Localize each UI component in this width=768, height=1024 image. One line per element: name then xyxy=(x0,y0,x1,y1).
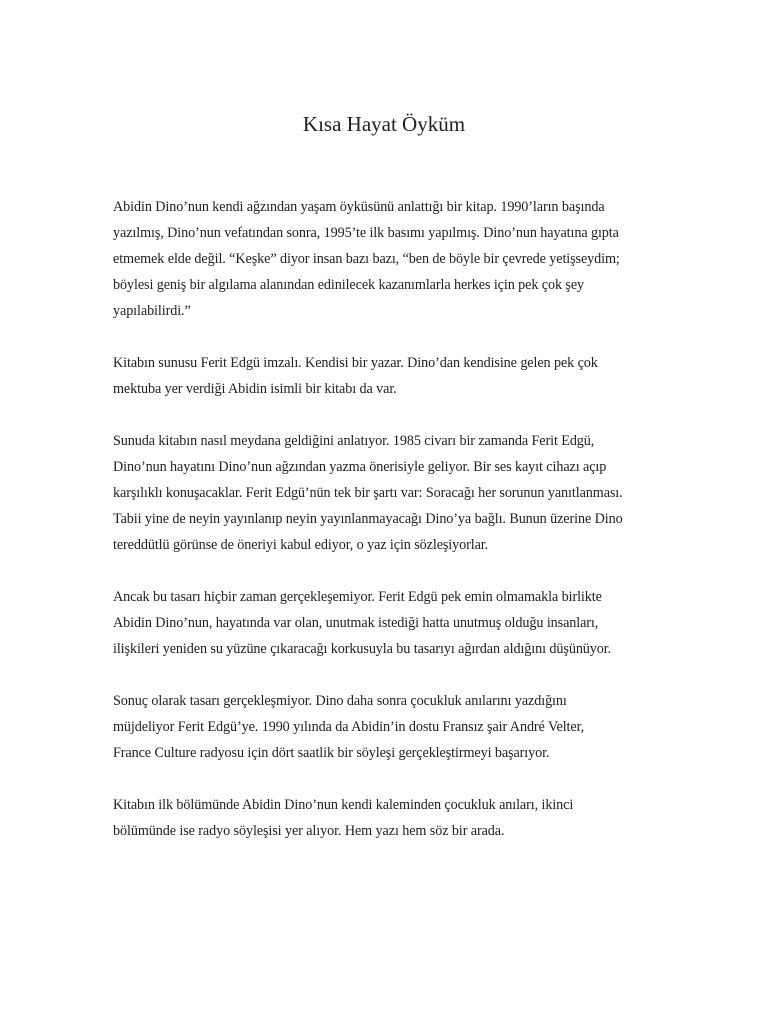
paragraph-1 xyxy=(113,194,673,324)
text-line: Kitabın ilk bölümünde Abidin Dino’nun kendi kaleminden çocukluk anıları, ikinci xyxy=(113,797,574,813)
paragraph-5 xyxy=(113,688,673,766)
text-line: karşılıklı konuşacaklar. Ferit Edgü’nün tek bir şartı var: Soracağı her sorunun yanıtlanması. xyxy=(113,485,623,501)
text-line: mektuba yer verdiği Abidin isimli bir kitabı da var. xyxy=(113,381,397,397)
text-line: Abidin Dino’nun kendi ağzından yaşam öyküsünü anlattığı bir kitap. 1990’ların başında xyxy=(113,199,605,215)
paragraph-6 xyxy=(113,792,673,844)
text-line: tereddütlü görünse de öneriyi kabul ediyor, o yaz için sözleşiyorlar. xyxy=(113,537,489,553)
text-line: Kitabın sunusu Ferit Edgü imzalı. Kendisi bir yazar. Dino’dan kendisine gelen pek çok xyxy=(113,355,598,371)
text-line: Sonuç olarak tasarı gerçekleşmiyor. Dino daha sonra çocukluk anılarını yazdığını xyxy=(113,693,567,709)
text-line: yapılabilirdi.” xyxy=(113,303,191,319)
text-line: böylesi geniş bir algılama alanından edinilecek kazanımlarla herkes için pek çok şey xyxy=(113,277,585,293)
text-line: France Culture radyosu için dört saatlik bir söyleşi gerçekleştirmeyi başarıyor. xyxy=(113,745,550,761)
text-line: etmemek elde değil. “Keşke” diyor insan bazı bazı, “ben de böyle bir çevrede yetişseydim; xyxy=(113,251,620,267)
paragraph-4 xyxy=(113,584,673,662)
text-line: ilişkileri yeniden su yüzüne çıkaracağı korkusuyla bu tasarıyı ağırdan aldığını düşünüyor. xyxy=(113,641,612,657)
text-line: bölümünde ise radyo söyleşisi yer alıyor. Hem yazı hem söz bir arada. xyxy=(113,823,505,839)
text-line: müjdeliyor Ferit Edgü’ye. 1990 yılında da Abidin’in dostu Fransız şair André Velter, xyxy=(113,719,585,735)
text-line: Sunuda kitabın nasıl meydana geldiğini anlatıyor. 1985 civarı bir zamanda Ferit Edgü, xyxy=(113,433,595,449)
document-body xyxy=(113,194,673,870)
text-line: Ancak bu tasarı hiçbir zaman gerçekleşemiyor. Ferit Edgü pek emin olmamakla birlikte xyxy=(113,589,602,605)
text-line: Tabii yine de neyin yayınlanıp neyin yayınlanmayacağı Dino’ya bağlı. Bunun üzerine Dino xyxy=(113,511,623,527)
text-line: yazılmış, Dino’nun vefatından sonra, 1995’te ilk basımı yapılmış. Dino’nun hayatına gıpta xyxy=(113,225,619,241)
text-line: Dino’nun hayatını Dino’nun ağzından yazma önerisiyle geliyor. Bir ses kayıt cihazı açıp xyxy=(113,459,607,475)
document-title: Kısa Hayat Öyküm xyxy=(302,112,466,136)
paragraph-2 xyxy=(113,350,673,402)
text-line: Abidin Dino’nun, hayatında var olan, unutmak istediği hatta unutmuş olduğu insanları, xyxy=(113,615,599,631)
paragraph-3 xyxy=(113,428,673,558)
